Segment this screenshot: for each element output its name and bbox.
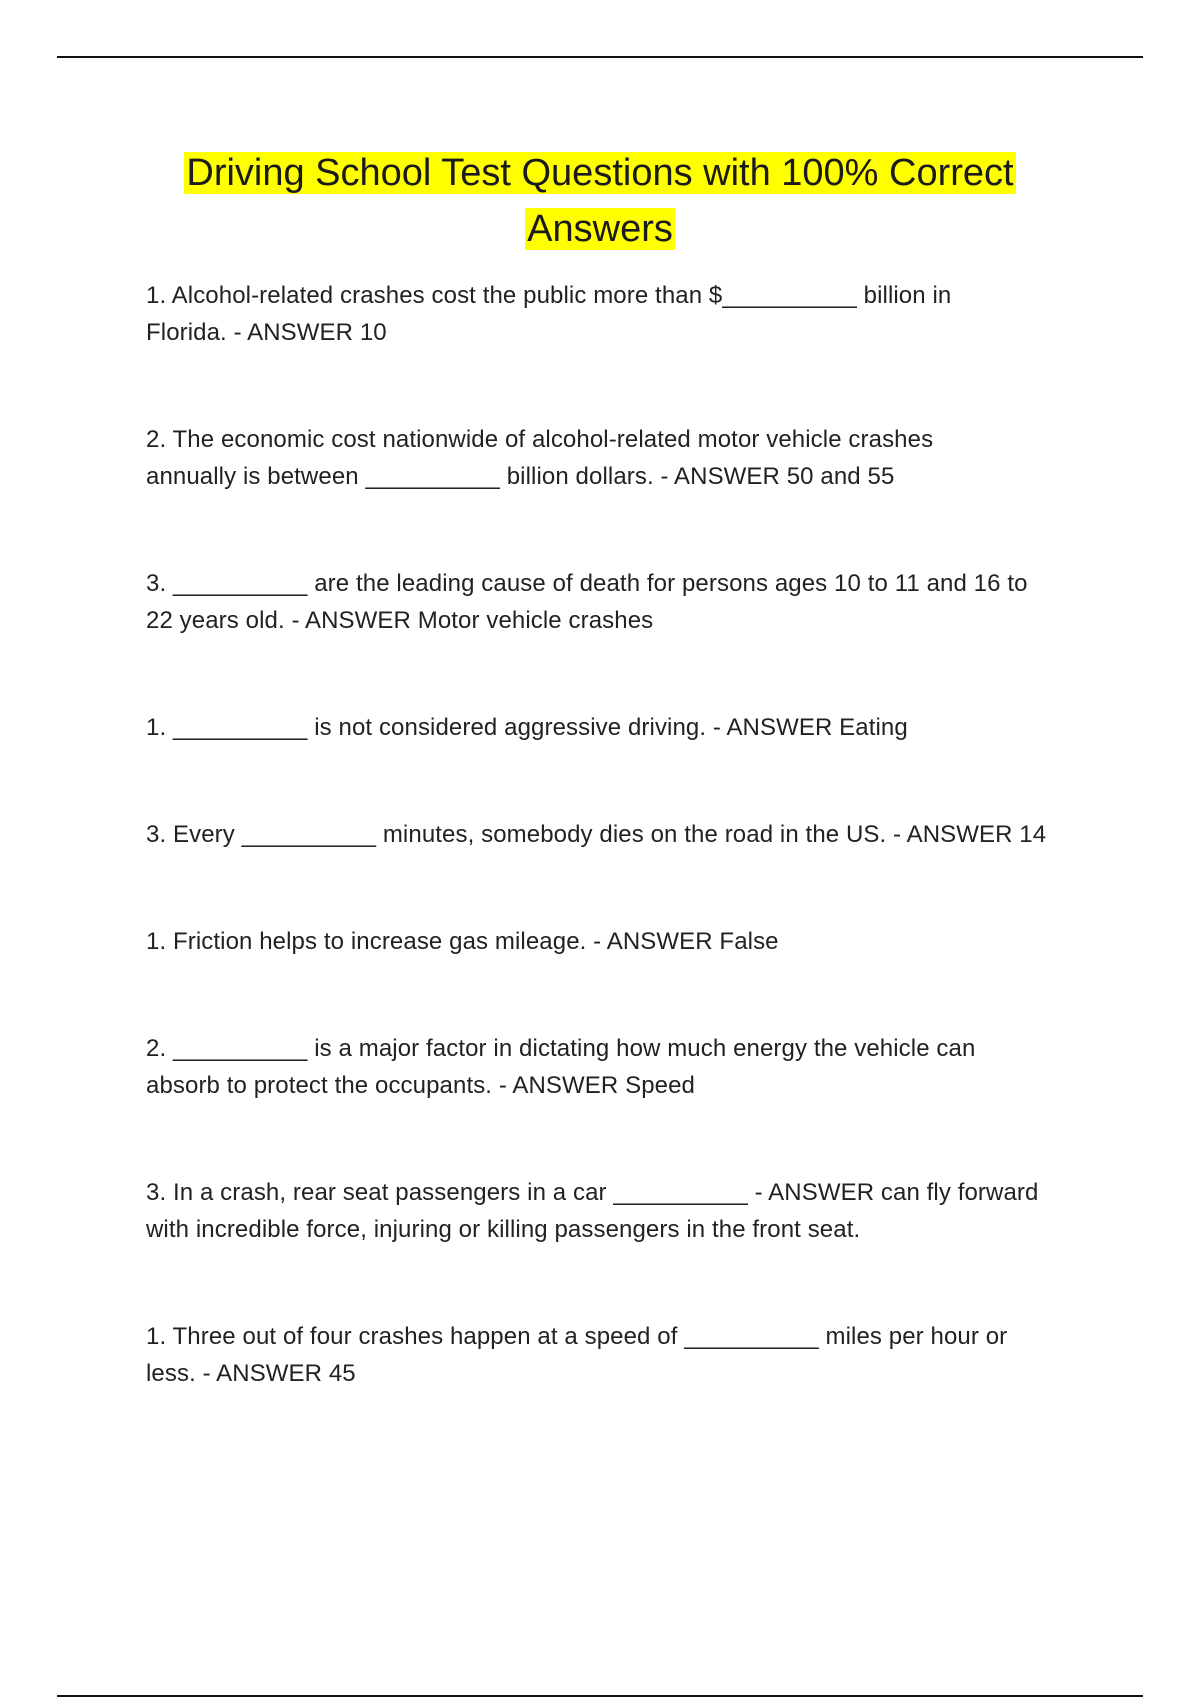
question-item	[146, 1318, 1106, 1392]
question-list	[146, 277, 1106, 1462]
question-item	[146, 1174, 1106, 1248]
question-line: 1. Three out of four crashes happen at a speed of __________ miles per hour or	[146, 1323, 1008, 1350]
question-line: less. - ANSWER 45	[146, 1360, 356, 1387]
question-line: with incredible force, injuring or killing passengers in the front seat.	[146, 1216, 861, 1243]
title-line-2	[523, 201, 677, 257]
question-item	[146, 1030, 1106, 1104]
question-line: 3. Every __________ minutes, somebody dies on the road in the US. - ANSWER 14	[146, 821, 1047, 848]
question-line: 1. Friction helps to increase gas mileage. - ANSWER False	[146, 928, 779, 955]
question-line: 3. In a crash, rear seat passengers in a car __________ - ANSWER can fly forward	[146, 1179, 1039, 1206]
question-line: annually is between __________ billion dollars. - ANSWER 50 and 55	[146, 463, 895, 490]
question-item	[146, 421, 1106, 495]
question-item	[146, 816, 1106, 853]
question-line: 2. __________ is a major factor in dictating how much energy the vehicle can	[146, 1035, 976, 1062]
question-line: 1. __________ is not considered aggressive driving. - ANSWER Eating	[146, 714, 908, 741]
question-item	[146, 277, 1106, 351]
title-text-1: Driving School Test Questions with 100% Correct	[186, 152, 1014, 194]
title-text-2: Answers	[527, 208, 673, 250]
question-line: 3. __________ are the leading cause of death for persons ages 10 to 11 and 16 to	[146, 570, 1028, 597]
document-title	[100, 145, 1100, 257]
top-rule	[57, 56, 1143, 58]
question-item	[146, 923, 1106, 960]
question-item	[146, 709, 1106, 746]
bottom-rule	[57, 1695, 1143, 1697]
question-line: Florida. - ANSWER 10	[146, 319, 387, 346]
question-line: 22 years old. - ANSWER Motor vehicle crashes	[146, 607, 654, 634]
question-line: 1. Alcohol-related crashes cost the public more than $__________ billion in	[146, 282, 952, 309]
title-line-1	[182, 145, 1017, 201]
question-item	[146, 565, 1106, 639]
question-line: absorb to protect the occupants. - ANSWER Speed	[146, 1072, 695, 1099]
question-line: 2. The economic cost nationwide of alcohol-related motor vehicle crashes	[146, 426, 934, 453]
